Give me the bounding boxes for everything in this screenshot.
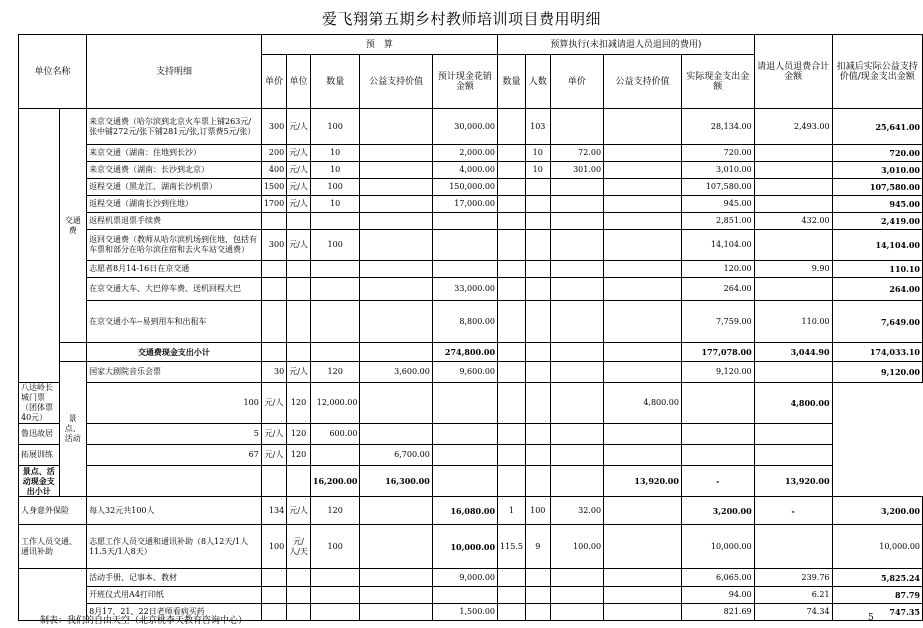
header-exec-people: 人数 [525,55,550,109]
table-row: 鲁迅故居 5 元/人 120 600.00 [19,424,923,445]
subtotal-row-transport: 交通费现金支出小计 274,800.00 177,078.00 3,044.90 174,033.10 [19,343,923,362]
table-row: 活动手册、记事本、教材 9,000.00 6,065.00 239.76 5,825.24 [19,569,923,587]
table-row: 返程交通（黑龙江、湖南长沙机票） 1500 元/人 100 150,000.00 107,580.00 107,580.00 [19,179,923,196]
header-detail: 支持明细 [87,35,262,109]
table-row: 返程交通（湖南长沙到住地） 1700 元/人 10 17,000.00 945.00 945.00 [19,196,923,213]
header-refund-total: 请退人员退费合计金额 [754,35,832,109]
table-row: 人身意外保险 每人32元共100人 134 元/人 120 16,080.00 1 100 32.00 3,200.00 - 3,200.00 [19,497,923,525]
header-unit: 单位 [287,55,311,109]
unit-name-cell [19,109,60,383]
header-exec-charity: 公益支持价值 [604,55,682,109]
header-qty: 数量 [310,55,360,109]
table-row: 在京交通大车、大巴停车费、送机回程大巴 33,000.00 264.00 264.00 [19,278,923,301]
header-actual-cash: 实际现金支出金额 [681,55,754,109]
table-row: 工作人员交通、通讯补助 志愿工作人员交通和通讯补助（8人12天/1人11.5天/1人8天） 100 元/人/天 100 10,000.00 115.5 9 100.00 10,000.00 10,000.00 [19,525,923,569]
category-staff: 工作人员交通、通讯补助 [19,525,87,569]
header-budget: 预 算 [261,35,497,55]
page-title: 爱飞翔第五期乡村教师培训项目费用明细 [321,10,601,28]
table-row: 来京交通（湖南：住地到长沙） 200 元/人 10 2,000.00 10 72.00 720.00 720.00 [19,145,923,162]
table-row: 来京交通费（湖南：长沙到北京） 400 元/人 10 4,000.00 10 301.00 3,010.00 3,010.00 [19,162,923,179]
page-number: 5 [868,613,874,623]
header-exec-price: 单价 [550,55,603,109]
header-unit-name: 单位名称 [19,35,87,109]
category-scenic: 景点、活动 [59,362,87,497]
table-row: 志愿者8月14-16日在京交通 120.00 9.90 110.10 [19,261,923,278]
header-charity-value: 公益支持价值 [360,55,432,109]
table-row: 交通费 来京交通费（哈尔滨到北京火车票上铺263元/张中铺272元/张下铺281元/张,订票费5元/张） 300 元/人 100 30,000.00 103 28,134.00 2,493.00 25,641.00 [19,109,923,145]
footer-maker: 制表：我们的自由天空（北京桃李天教育咨询中心） [40,616,248,626]
table-row: 返程机票退票手续费 2,851.00 432.00 2,419.00 [19,213,923,230]
table-row: 返回交通费（教师从哈尔滨机场到住地，包括有车票和部分在哈尔滨住宿和去火车站交通费） 300 元/人 100 14,104.00 14,104.00 [19,230,923,261]
header-planned-cash: 预计现金花销金额 [432,55,497,109]
expense-table [18,34,923,621]
row-detail: 来京交通费（哈尔滨到北京火车票上铺263元/张中铺272元/张下铺281元/张,订票费5元/张） [87,109,262,145]
table-row: 8月17、21、22日老师看病买药 1,500.00 821.69 74.34 747.35 [19,604,923,621]
table-row: 开班仪式用A4打印纸 94.00 6.21 87.79 [19,587,923,604]
header-unit-price: 单价 [261,55,286,109]
header-execution: 预算执行(未扣减请退人员退回的费用) [498,35,755,55]
table-row: 在京交通小车--易到用车和出租车 8,800.00 7,759.00 110.00 7,649.00 [19,301,923,343]
table-row: 八达岭长城门票（团体票40元） 100 元/人 120 12,000.00 4,800.00 4,800.00 [19,383,923,424]
table-row: 拓展训练 67 元/人 120 6,700.00 [19,445,923,466]
category-insurance: 人身意外保险 [19,497,87,525]
subtotal-row-scenic: 景点、活动现金支出小计 16,200.00 16,300.00 13,920.00 - 13,920.00 [19,466,923,497]
header-exec-qty: 数量 [498,55,526,109]
table-row: 景点、活动 国家大剧院音乐会票 30 元/人 120 3,600.00 9,600.00 9,120.00 9,120.00 [19,362,923,383]
header-final: 扣减后实际公益支持价值/现金支出金额 [832,35,922,109]
category-transport: 交通费 [59,109,87,343]
